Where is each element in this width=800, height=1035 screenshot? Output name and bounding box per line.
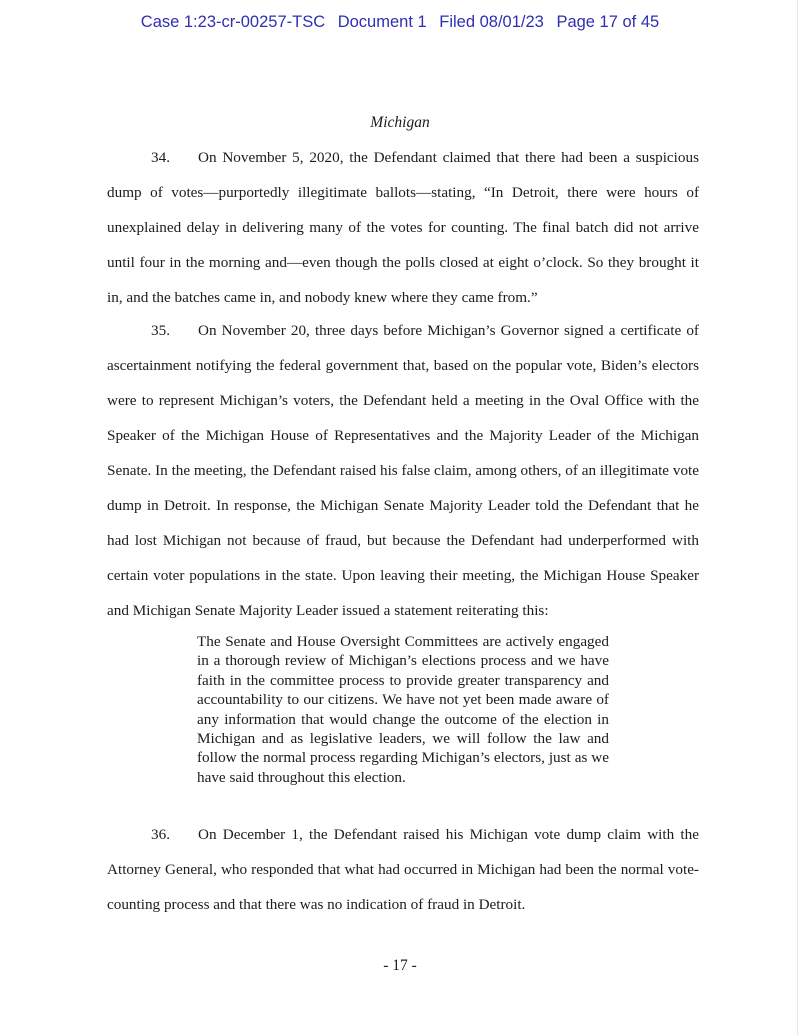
paragraph-text: On November 20, three days before Michigan’s Governor signed a certificate of ascertainment notifying the federal government that, based on the popular vote, Biden’s electors were to represent Michigan’s voters, the Defendant held a meeting in the Oval Office with the Speaker of the Michigan House of Representatives and the Majority Leader of the Michigan Senate. In the meeting, the Defendant raised his false claim, among others, of an illegitimate vote dump in Detroit. In response, the Michigan Senate Majority Leader told the Defendant that he had lost Michigan not because of fraud, but because the Defendant had underperformed with certain voter populations in the state. Upon leaving their meeting, the Michigan House Speaker and Michigan Senate Majority Leader issued a statement reiterating this: [107,322,699,619]
filed-date: Filed 08/01/23 [439,13,544,31]
paragraph-number: 36. [151,826,170,843]
paragraph-number: 34. [151,149,170,166]
document-number: Document 1 [337,13,427,31]
paragraph-34 [107,140,699,315]
page-number-footer: - 17 - [383,957,417,974]
block-quote: The Senate and House Oversight Committees are actively engaged in a thorough review of Michigan’s elections process and we have faith in the committee process to provide greater transparency and accountability to our citizens. We have not yet been made aware of any information that would change the outcome of the election in Michigan and as legislative leaders, we will follow the law and follow the normal process regarding Michigan’s electors, just as we have said throughout this election. [197,633,609,786]
page-edge-line [797,0,798,1035]
paragraph-36 [107,817,699,922]
paragraph-text: On November 5, 2020, the Defendant claimed that there had been a suspicious dump of votes—purportedly illegitimate ballots—stating, “In Detroit, there were hours of unexplained delay in delivering many of the votes for counting. The final batch did not arrive until four in the morning and—even though the polls closed at eight o’clock. So they brought it in, and the batches came in, and nobody knew where they came from.” [107,149,699,306]
case-header [0,13,800,32]
paragraph-35 [107,313,699,628]
section-title: Michigan [370,114,430,131]
paragraph-text: On December 1, the Defendant raised his Michigan vote dump claim with the Attorney General, who responded that what had occurred in Michigan had been the normal vote-counting process and that there was no indication of fraud in Detroit. [107,826,699,913]
paragraph-number: 35. [151,322,170,339]
page-indicator: Page 17 of 45 [556,13,660,31]
case-number: Case 1:23-cr-00257-TSC [140,13,326,31]
